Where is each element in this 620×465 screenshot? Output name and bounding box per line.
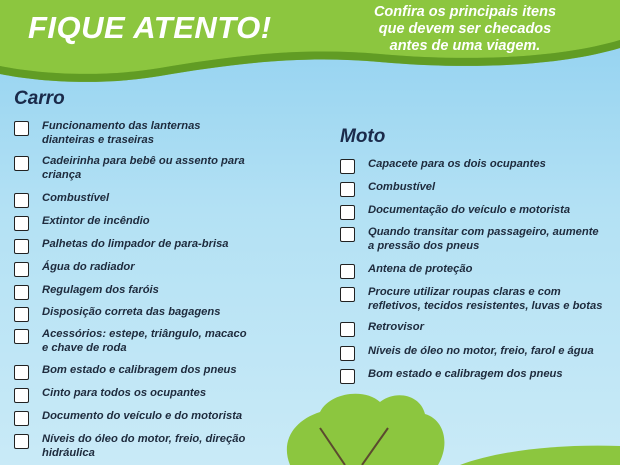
- checkbox[interactable]: [14, 216, 29, 231]
- checkbox[interactable]: [340, 346, 355, 361]
- subtitle-line: que devem ser checados: [378, 21, 552, 37]
- checkbox[interactable]: [14, 365, 29, 380]
- item-label: Antena de proteção: [368, 263, 473, 275]
- item-label: Capacete para os dois ocupantes: [368, 158, 546, 170]
- checklist-item[interactable]: [14, 192, 109, 208]
- checklist-item[interactable]: [14, 410, 242, 426]
- checkbox[interactable]: [340, 322, 355, 337]
- checkbox[interactable]: [14, 388, 29, 403]
- moto-heading: Moto: [340, 126, 386, 147]
- checkbox[interactable]: [14, 239, 29, 254]
- checklist-item[interactable]: [14, 306, 220, 322]
- item-label: Regulagem dos faróis: [42, 284, 159, 296]
- checklist-item[interactable]: [14, 120, 201, 147]
- checklist-item[interactable]: [340, 226, 599, 253]
- checklist-item[interactable]: [340, 286, 602, 313]
- item-label: Bom estado e calibragem dos pneus: [42, 364, 237, 376]
- checklist-item[interactable]: [14, 433, 245, 460]
- page-title: FIQUE ATENTO!: [28, 10, 272, 45]
- checkbox[interactable]: [340, 159, 355, 174]
- checklist-item[interactable]: [14, 364, 237, 380]
- checkbox[interactable]: [14, 434, 29, 449]
- item-label: Funcionamento das lanternas dianteiras e traseiras: [42, 120, 201, 146]
- checkbox[interactable]: [14, 285, 29, 300]
- checkbox[interactable]: [14, 329, 29, 344]
- checkbox[interactable]: [14, 307, 29, 322]
- subtitle-line: Confira os principais itens: [373, 4, 557, 20]
- item-label: Procure utilizar roupas claras e com refletivos, tecidos resistentes, luvas e botas: [368, 286, 603, 312]
- item-label: Água do radiador: [42, 261, 135, 273]
- checkbox[interactable]: [340, 227, 355, 242]
- item-label: Cadeirinha para bebê ou assento para criança: [42, 155, 245, 181]
- moto-checklist: [340, 156, 615, 386]
- carro-heading: Carro: [14, 88, 65, 109]
- checkbox[interactable]: [340, 264, 355, 279]
- item-label: Combustível: [368, 181, 436, 193]
- item-label: Retrovisor: [368, 321, 424, 333]
- checkbox[interactable]: [340, 287, 355, 302]
- checkbox[interactable]: [14, 193, 29, 208]
- checklist-item[interactable]: [340, 368, 563, 384]
- checklist-item[interactable]: [14, 238, 229, 254]
- checklist-item[interactable]: [340, 158, 546, 174]
- item-label: Cinto para todos os ocupantes: [42, 387, 207, 399]
- page-subtitle: [350, 4, 580, 55]
- item-label: Bom estado e calibragem dos pneus: [368, 368, 563, 380]
- subtitle-line: antes de uma viagem.: [389, 38, 541, 54]
- item-label: Quando transitar com passageiro, aumente a pressão dos pneus: [368, 226, 599, 252]
- checklist-item[interactable]: [14, 215, 150, 231]
- item-label: Níveis do óleo do motor, freio, direção hidráulica: [42, 433, 246, 459]
- checklist-item[interactable]: [14, 155, 245, 182]
- checklist-item[interactable]: [340, 321, 424, 337]
- item-label: Combustível: [42, 192, 110, 204]
- item-label: Documento do veículo e do motorista: [42, 410, 243, 422]
- item-label: Disposição correta das bagagens: [42, 306, 221, 318]
- checklist-item[interactable]: [14, 328, 247, 355]
- checkbox[interactable]: [340, 205, 355, 220]
- checkbox[interactable]: [14, 262, 29, 277]
- item-label: Palhetas do limpador de para-brisa: [42, 238, 229, 250]
- tree-decoration: [270, 380, 620, 465]
- checklist-item[interactable]: [14, 261, 135, 277]
- checkbox[interactable]: [340, 182, 355, 197]
- checkbox[interactable]: [14, 121, 29, 136]
- checkbox[interactable]: [14, 411, 29, 426]
- carro-checklist: [14, 118, 314, 463]
- checklist-item[interactable]: [14, 387, 206, 403]
- checklist-item[interactable]: [340, 181, 435, 197]
- item-label: Níveis de óleo no motor, freio, farol e água: [368, 345, 594, 357]
- item-label: Extintor de incêndio: [42, 215, 150, 227]
- checklist-item[interactable]: [340, 263, 472, 279]
- checklist-item[interactable]: [14, 284, 159, 300]
- checkbox[interactable]: [14, 156, 29, 171]
- checklist-item[interactable]: [340, 204, 570, 220]
- item-label: Documentação do veículo e motorista: [368, 204, 571, 216]
- checklist-item[interactable]: [340, 345, 594, 361]
- item-label: Acessórios: estepe, triângulo, macaco e chave de roda: [42, 328, 247, 354]
- checkbox[interactable]: [340, 369, 355, 384]
